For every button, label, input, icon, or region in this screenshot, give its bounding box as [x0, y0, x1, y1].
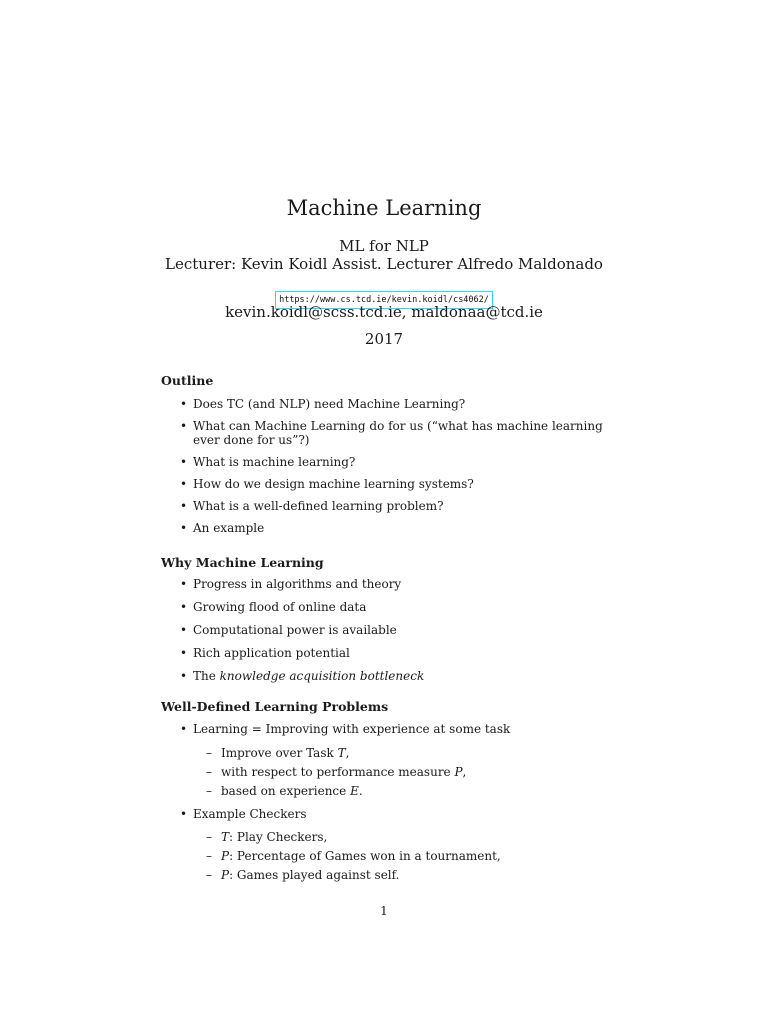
document-subtitle: ML for NLP	[339, 237, 429, 255]
outline-heading: Outline	[161, 373, 214, 388]
course-url-link[interactable]: https://www.cs.tcd.ie/kevin.koidl/cs4062/	[275, 291, 493, 309]
sub-item-suffix: ,	[462, 765, 467, 779]
sub-item-variable: P	[221, 849, 230, 863]
lecturer-line: Lecturer: Kevin Koidl Assist. Lecturer Alfredo Maldonado	[165, 255, 603, 273]
sub-item-text: : Games played against self.	[229, 868, 400, 882]
sub-list-item	[206, 784, 466, 798]
list-item-emphasis: knowledge acquisition bottleneck	[219, 669, 425, 683]
list-item: • Progress in algorithms and theory	[180, 577, 620, 591]
checkers-sublist	[206, 830, 501, 887]
document-title: Machine Learning	[286, 196, 482, 220]
list-item: • How do we design machine learning systems?	[180, 477, 620, 491]
well-defined-heading: Well-Defined Learning Problems	[161, 699, 389, 714]
list-item	[180, 669, 620, 683]
sub-item-suffix: .	[358, 784, 363, 798]
sub-list-item	[206, 830, 501, 844]
sub-list-item	[206, 765, 466, 779]
sub-item-text: : Play Checkers,	[229, 830, 328, 844]
email-line: kevin.koidl@scss.tcd.ie, maldonaa@tcd.ie	[225, 303, 543, 321]
learning-list	[180, 722, 620, 736]
list-item: • Growing flood of online data	[180, 600, 620, 614]
sub-item-variable: T	[337, 746, 346, 760]
list-item: • Does TC (and NLP) need Machine Learning?	[180, 397, 620, 411]
list-item: • What can Machine Learning do for us (“what has machine learning ever done for us”?)	[180, 419, 620, 447]
sub-item-suffix: ,	[345, 746, 350, 760]
list-item: • Example Checkers	[180, 807, 620, 821]
list-item: • What is a well-defined learning problem?	[180, 499, 620, 513]
sub-item-variable: P	[454, 765, 463, 779]
sub-item-variable: P	[221, 868, 230, 882]
sub-item-variable: E	[350, 784, 359, 798]
list-item: • An example	[180, 521, 620, 535]
page-number: 1	[380, 904, 388, 918]
list-item: • What is machine learning?	[180, 455, 620, 469]
learning-sublist	[206, 746, 466, 803]
sub-list-item	[206, 849, 501, 863]
sub-item-text: with respect to performance measure	[221, 765, 455, 779]
document-year: 2017	[364, 330, 404, 348]
sub-item-text: based on experience	[221, 784, 351, 798]
why-ml-heading: Why Machine Learning	[161, 555, 324, 570]
outline-list	[180, 397, 620, 535]
sub-list-item	[206, 868, 501, 882]
sub-item-text: : Percentage of Games won in a tournament,	[229, 849, 501, 863]
sub-item-variable: T	[221, 830, 230, 844]
sub-item-text: Improve over Task	[221, 746, 338, 760]
list-item-prefix: The	[193, 669, 220, 683]
checkers-list	[180, 807, 620, 821]
list-item: • Computational power is available	[180, 623, 620, 637]
why-ml-list	[180, 577, 620, 683]
sub-list-item	[206, 746, 466, 760]
list-item: • Rich application potential	[180, 646, 620, 660]
list-item: • Learning = Improving with experience at some task	[180, 722, 620, 736]
